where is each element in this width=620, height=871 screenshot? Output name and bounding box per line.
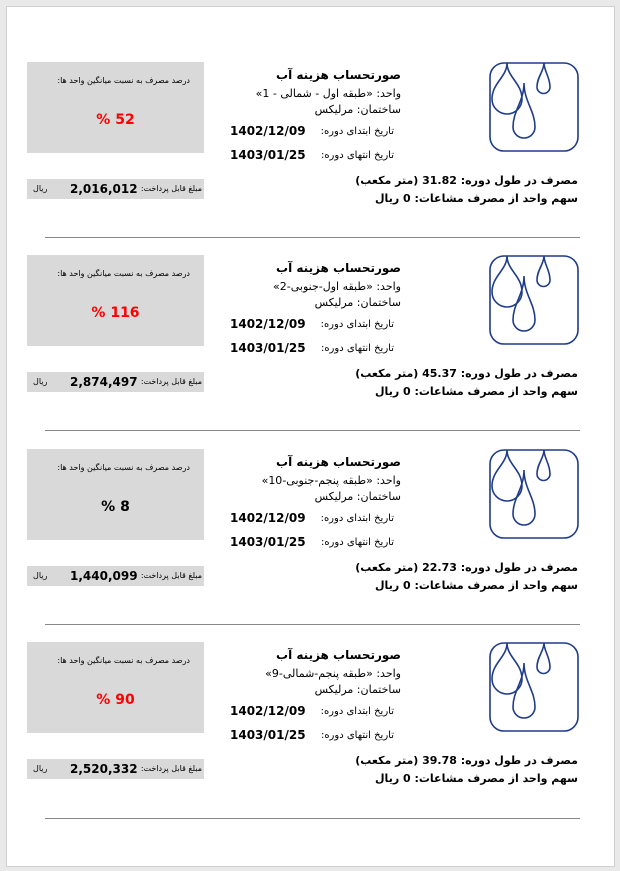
common-share-text: سهم واحد از مصرف مشاعات: 0 ریال [375,385,578,398]
currency-label: ریال [33,184,48,193]
payable-box [27,566,204,586]
payable-label: مبلغ قابل پرداخت: [140,764,202,773]
water-drops-icon [488,448,580,540]
usage-text: مصرف در طول دوره: 45.37 (متر مکعب) [355,367,578,380]
average-percent-label: درصد مصرف به نسبت میانگین واحد ها: [57,269,190,278]
currency-label: ریال [33,571,48,580]
payable-amount: 1,440,099 [70,569,138,583]
end-date-label: تاریخ انتهای دوره: [320,730,394,741]
usage-text: مصرف در طول دوره: 22.73 (متر مکعب) [355,561,578,574]
average-percent-value: 90 % [96,692,135,708]
payable-amount: 2,874,497 [70,375,138,389]
building-name: ساختمان: مرلیکس [314,296,401,309]
average-percent-label: درصد مصرف به نسبت میانگین واحد ها: [57,76,190,85]
usage-text: مصرف در طول دوره: 39.78 (متر مکعب) [355,754,578,767]
end-date: 1403/01/25 [230,148,306,162]
common-share-text: سهم واحد از مصرف مشاعات: 0 ریال [375,772,578,785]
average-percent-label: درصد مصرف به نسبت میانگین واحد ها: [57,463,190,472]
end-date-label: تاریخ انتهای دوره: [320,537,394,548]
average-percent-value: 8 % [101,499,130,515]
average-percent-box [27,449,204,540]
start-date: 1402/12/09 [230,124,306,138]
payable-label: مبلغ قابل پرداخت: [140,184,202,193]
currency-label: ریال [33,377,48,386]
bill-title: صورتحساب هزینه آب [276,648,401,662]
average-percent-box [27,255,204,346]
average-percent-box [27,62,204,153]
start-date: 1402/12/09 [230,704,306,718]
water-drops-icon [488,641,580,733]
payable-box [27,179,204,199]
average-percent-label: درصد مصرف به نسبت میانگین واحد ها: [57,656,190,665]
start-date-label: تاریخ ابتدای دوره: [320,706,394,717]
end-date-label: تاریخ انتهای دوره: [320,343,394,354]
payable-amount: 2,520,332 [70,762,138,776]
end-date: 1403/01/25 [230,535,306,549]
average-percent-value: 52 % [96,112,135,128]
start-date: 1402/12/09 [230,317,306,331]
unit-name: واحد: «طبقه پنجم-جنوبی-10» [261,474,401,487]
water-bill [7,587,614,785]
unit-name: واحد: «طبقه اول - شمالی - 1» [255,87,401,100]
payable-box [27,759,204,779]
bill-title: صورتحساب هزینه آب [276,455,401,469]
currency-label: ریال [33,764,48,773]
building-name: ساختمان: مرلیکس [314,103,401,116]
payable-box [27,372,204,392]
water-bill [7,200,614,398]
bill-divider [45,818,580,819]
water-drops-icon [488,254,580,346]
common-share-text: سهم واحد از مصرف مشاعات: 0 ریال [375,579,578,592]
end-date-label: تاریخ انتهای دوره: [320,150,394,161]
water-bill [7,7,614,205]
building-name: ساختمان: مرلیکس [314,683,401,696]
payable-label: مبلغ قابل پرداخت: [140,571,202,580]
start-date-label: تاریخ ابتدای دوره: [320,319,394,330]
unit-name: واحد: «طبقه اول-جنوبی-2» [273,280,401,293]
unit-name: واحد: «طبقه پنجم-شمالی-9» [265,667,401,680]
end-date: 1403/01/25 [230,341,306,355]
common-share-text: سهم واحد از مصرف مشاعات: 0 ریال [375,192,578,205]
start-date-label: تاریخ ابتدای دوره: [320,513,394,524]
average-percent-box [27,642,204,733]
payable-label: مبلغ قابل پرداخت: [140,377,202,386]
end-date: 1403/01/25 [230,728,306,742]
average-percent-value: 116 % [91,305,140,321]
bill-title: صورتحساب هزینه آب [276,261,401,275]
water-drops-icon [488,61,580,153]
start-date: 1402/12/09 [230,511,306,525]
document-page [6,6,615,867]
start-date-label: تاریخ ابتدای دوره: [320,126,394,137]
building-name: ساختمان: مرلیکس [314,490,401,503]
bill-title: صورتحساب هزینه آب [276,68,401,82]
usage-text: مصرف در طول دوره: 31.82 (متر مکعب) [355,174,578,187]
water-bill [7,394,614,592]
payable-amount: 2,016,012 [70,182,138,196]
